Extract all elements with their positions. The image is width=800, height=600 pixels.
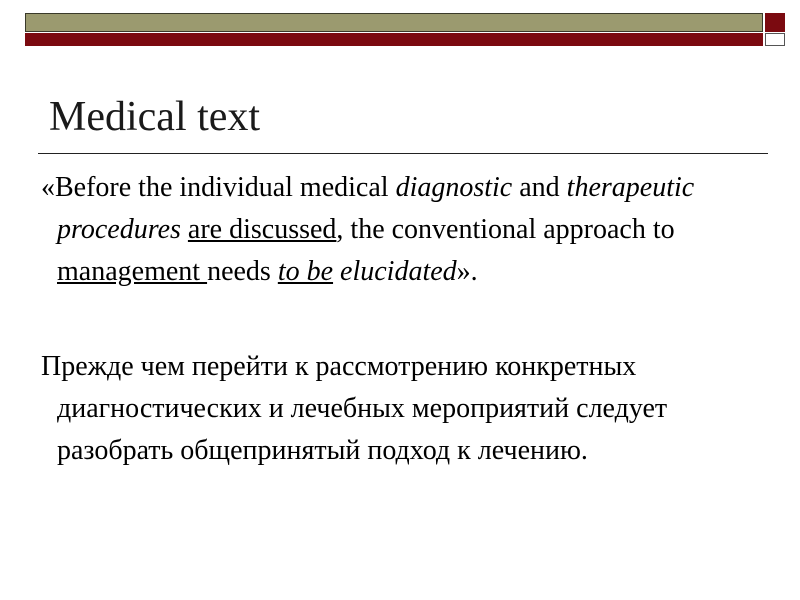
- text-run: therapeutic procedures: [57, 172, 702, 245]
- english-quote-paragraph: [41, 167, 757, 293]
- text-run: , the conventional approach to: [336, 214, 682, 245]
- header-band-red: [25, 33, 763, 46]
- text-run: and: [512, 172, 567, 203]
- slide-title: Medical text: [49, 94, 261, 140]
- text-run: diagnostic: [395, 172, 513, 203]
- text-run: ».: [456, 256, 478, 287]
- text-run: «Before the individual medical: [41, 172, 396, 203]
- russian-translation-paragraph: Прежде чем перейти к рассмотрению конкретных диагностических и лечебных мероприятий следует разобрать общепринятый подход к лечению.: [41, 351, 668, 466]
- header-band-olive: [25, 13, 763, 32]
- text-run: to be: [277, 256, 334, 287]
- title-divider: [38, 153, 768, 154]
- text-run: needs: [207, 256, 278, 287]
- text-run: [181, 214, 188, 245]
- corner-square-red: [765, 13, 785, 32]
- text-run: management: [57, 256, 208, 287]
- corner-square-outline: [765, 33, 785, 46]
- text-run: are discussed: [187, 214, 337, 245]
- text-run: elucidated: [333, 256, 457, 287]
